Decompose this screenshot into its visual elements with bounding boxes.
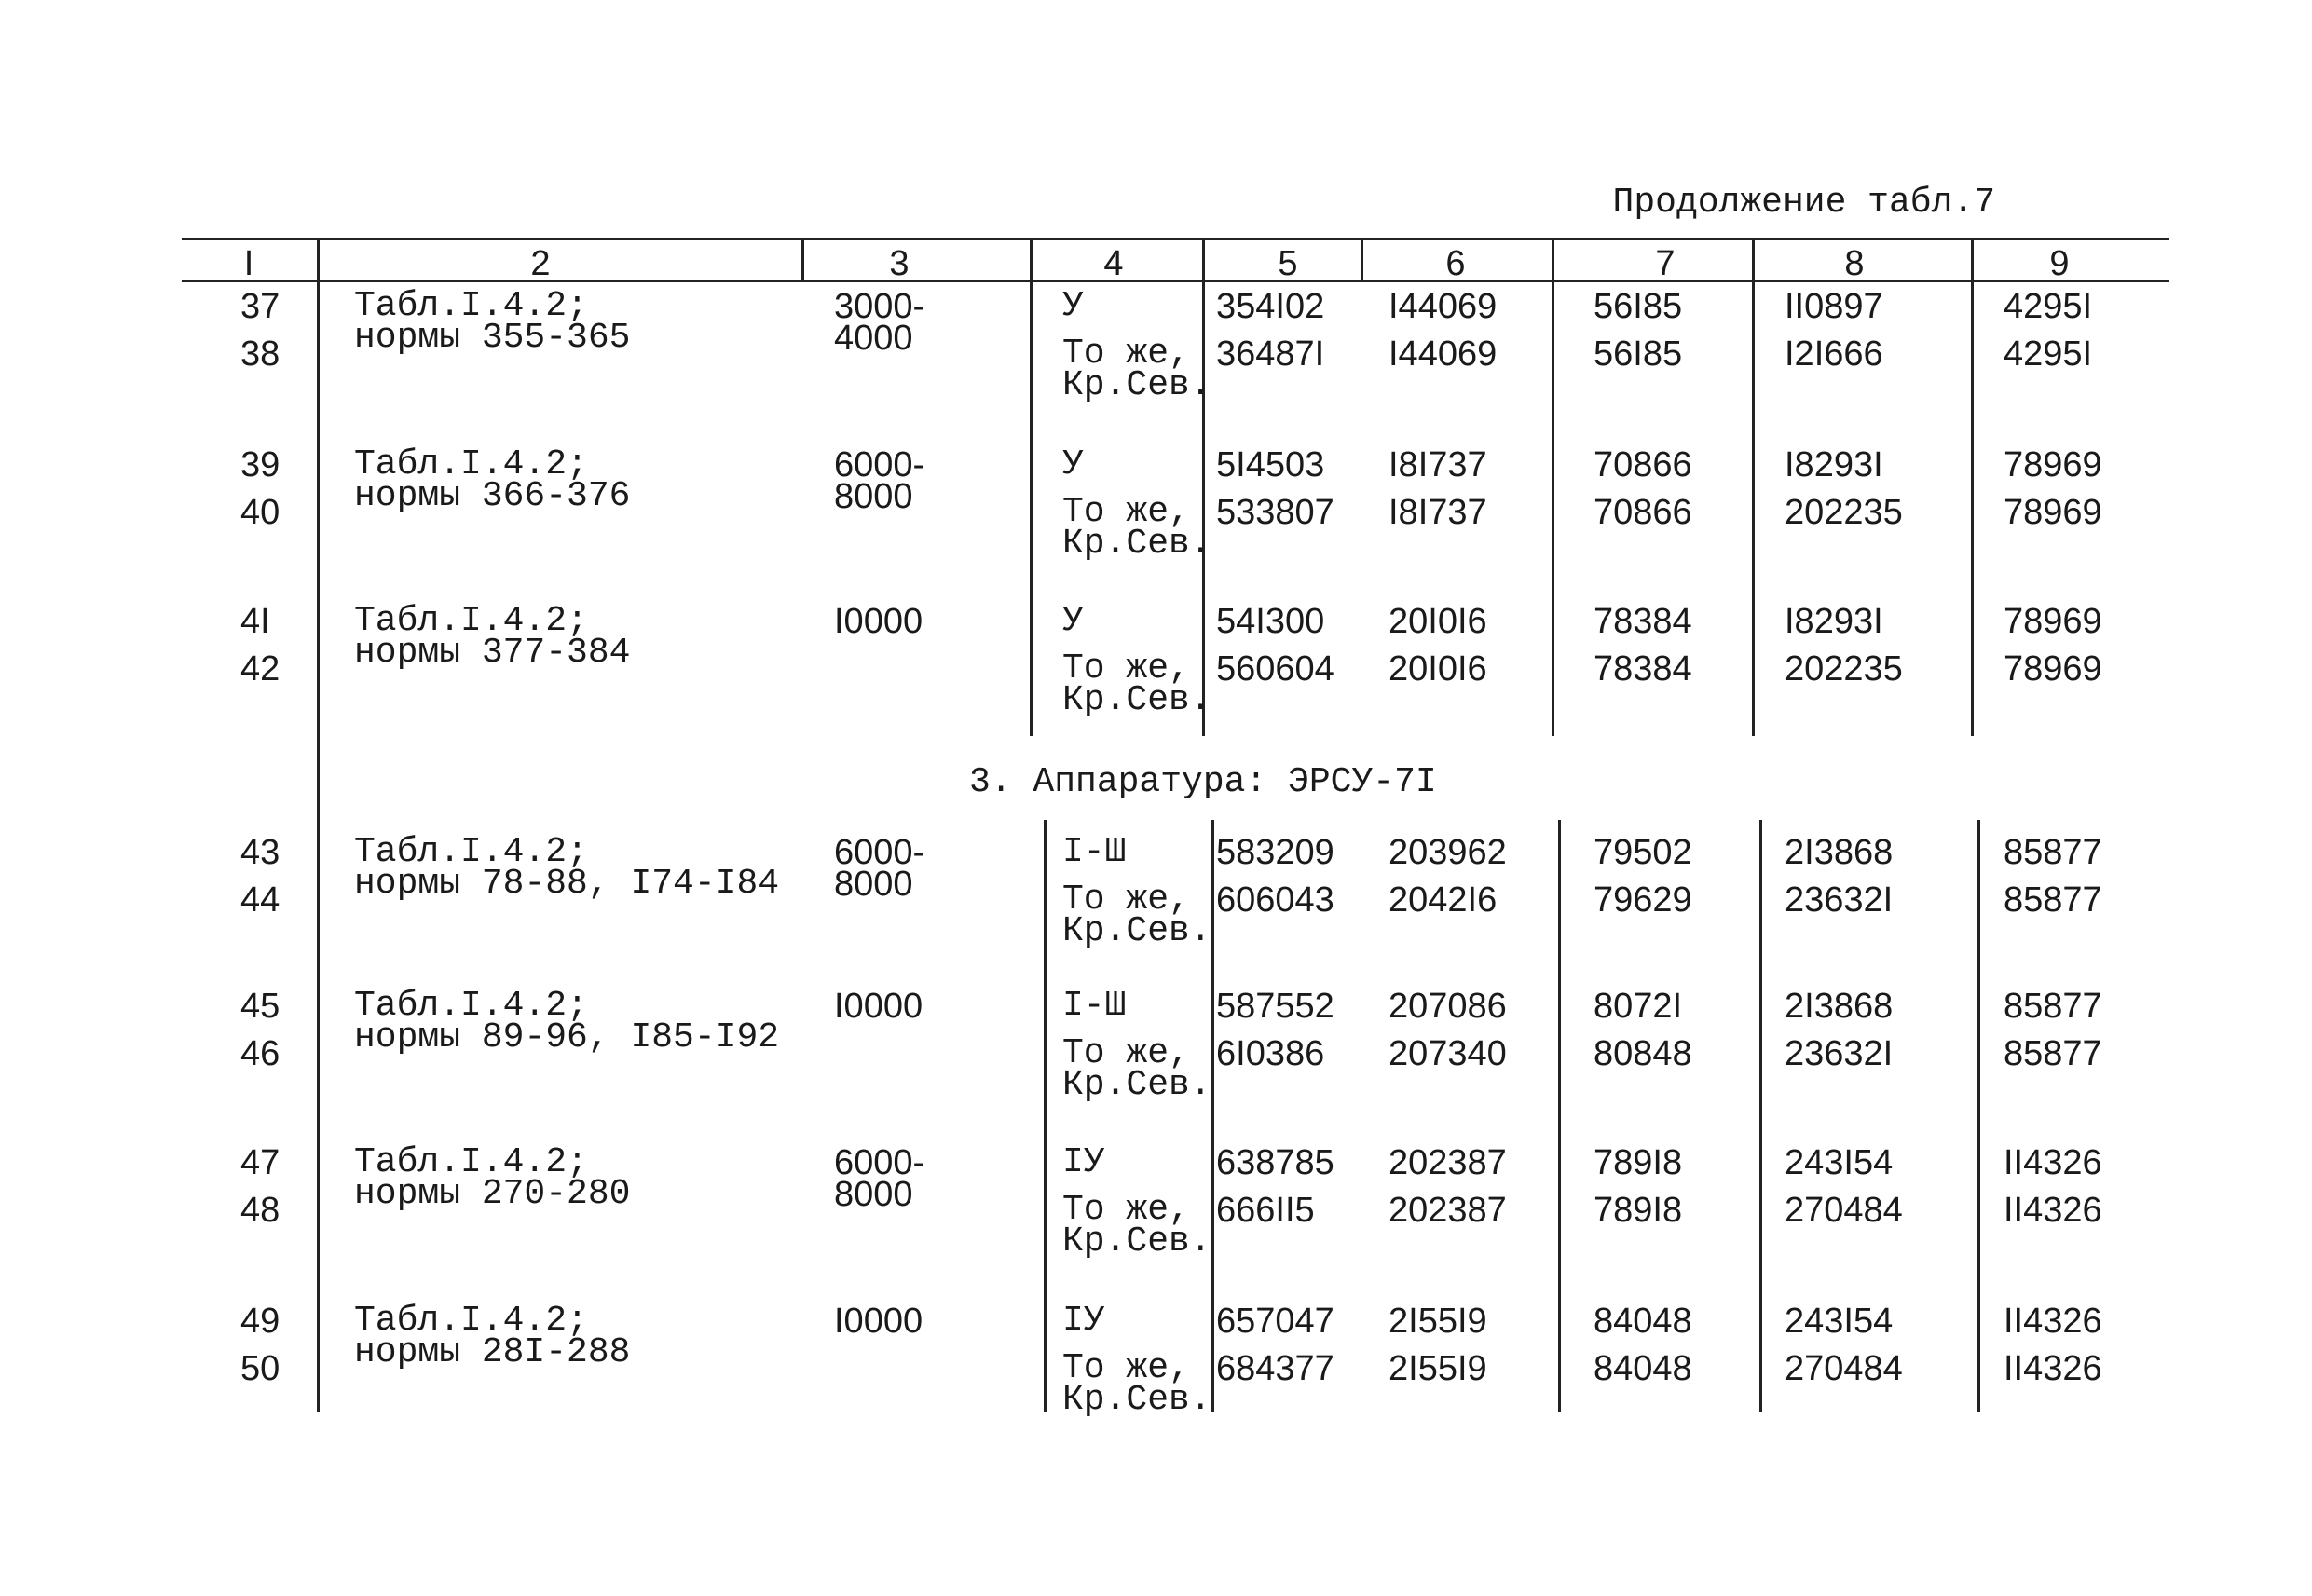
cell-c5: 36487I (1216, 334, 1325, 374)
table-column-divider (1211, 820, 1214, 1412)
section-title: 3. Аппаратура: ЭРСУ-7I (969, 762, 1437, 802)
cell-c4: То же, Кр.Сев. (1062, 648, 1211, 720)
cell-c7: 79629 (1594, 880, 1692, 920)
cell-c5: 638785 (1216, 1143, 1334, 1182)
cell-c6: 20I0I6 (1389, 649, 1487, 689)
cell-c5: 54I300 (1216, 602, 1325, 641)
row-number: 48 (240, 1191, 280, 1230)
cell-c6: I44069 (1389, 287, 1498, 326)
cell-c6: 20I0I6 (1389, 602, 1487, 641)
cell-c6: 2I55I9 (1389, 1302, 1487, 1341)
cell-c8: I8293I (1785, 602, 1883, 641)
column-header-7: 7 (1655, 244, 1676, 283)
cell-c5: 5I4503 (1216, 445, 1325, 484)
cell-c8: 2I3868 (1785, 987, 1894, 1026)
cell-c9: II4326 (2004, 1191, 2102, 1230)
cell-c9: 78969 (2004, 445, 2102, 484)
cell-c8: 202235 (1785, 493, 1903, 532)
cell-range: 3000- 4000 (834, 287, 925, 358)
header-column-divider (1552, 238, 1554, 281)
cell-c6: 203962 (1389, 833, 1507, 872)
cell-c4: У (1062, 444, 1084, 484)
cell-c9: II4326 (2004, 1143, 2102, 1182)
row-number: 38 (240, 334, 280, 374)
cell-c9: 85877 (2004, 880, 2102, 920)
cell-c8: 243I54 (1785, 1302, 1894, 1341)
table-column-divider (1759, 820, 1762, 1412)
header-column-divider (1971, 238, 1974, 281)
cell-c7: 70866 (1594, 445, 1692, 484)
cell-c5: 354I02 (1216, 287, 1325, 326)
header-column-divider (1361, 238, 1363, 281)
cell-c4: У (1062, 601, 1084, 641)
cell-c9: 4295I (2004, 287, 2093, 326)
header-column-divider (1030, 238, 1033, 281)
table-column-divider (1977, 820, 1980, 1412)
cell-c5: 6I0386 (1216, 1034, 1325, 1073)
cell-c5: 583209 (1216, 833, 1334, 872)
row-number: 39 (240, 445, 280, 484)
cell-c9: 85877 (2004, 833, 2102, 872)
cell-c9: II4326 (2004, 1349, 2102, 1388)
cell-c4: То же, Кр.Сев. (1062, 334, 1211, 405)
cell-c5: 606043 (1216, 880, 1334, 920)
table-column-divider (317, 280, 320, 1412)
cell-c7: 70866 (1594, 493, 1692, 532)
cell-description: Табл.I.4.2; нормы 366-376 (354, 444, 631, 516)
table-column-divider (1971, 280, 1974, 736)
header-column-divider (1752, 238, 1755, 281)
cell-c7: 789I8 (1594, 1143, 1683, 1182)
column-header-8: 8 (1844, 244, 1865, 283)
cell-description: Табл.I.4.2; нормы 270-280 (354, 1142, 631, 1214)
cell-c7: 80848 (1594, 1034, 1692, 1073)
cell-c9: 78969 (2004, 493, 2102, 532)
cell-c4: То же, Кр.Сев. (1062, 492, 1211, 564)
cell-description: Табл.I.4.2; нормы 355-365 (354, 286, 631, 358)
table-column-divider (1558, 820, 1561, 1412)
cell-c4: То же, Кр.Сев. (1062, 1033, 1211, 1105)
table-column-divider (1752, 280, 1755, 736)
cell-c4: У (1062, 286, 1084, 326)
cell-c7: 78384 (1594, 649, 1692, 689)
cell-c7: 79502 (1594, 833, 1692, 872)
row-number: 47 (240, 1143, 280, 1182)
row-number: 42 (240, 649, 280, 689)
row-number: 46 (240, 1034, 280, 1073)
cell-c7: 78384 (1594, 602, 1692, 641)
cell-range: I0000 (834, 987, 923, 1026)
cell-c8: 270484 (1785, 1349, 1903, 1388)
cell-c4: I-Ш (1062, 832, 1127, 872)
header-column-divider (1202, 238, 1205, 281)
cell-c7: 84048 (1594, 1349, 1692, 1388)
cell-c6: I8I737 (1389, 493, 1487, 532)
cell-c6: 202387 (1389, 1143, 1507, 1182)
header-column-divider (317, 238, 320, 281)
cell-c6: I8I737 (1389, 445, 1487, 484)
table-column-divider (1044, 820, 1047, 1412)
cell-c9: 85877 (2004, 1034, 2102, 1073)
column-header-6: 6 (1445, 244, 1466, 283)
row-number: 49 (240, 1302, 280, 1341)
cell-range: I0000 (834, 1302, 923, 1341)
cell-c8: I8293I (1785, 445, 1883, 484)
row-number: 45 (240, 987, 280, 1026)
cell-c4: То же, Кр.Сев. (1062, 1190, 1211, 1262)
cell-c7: 56I85 (1594, 334, 1683, 374)
cell-description: Табл.I.4.2; нормы 78-88, I74-I84 (354, 832, 780, 904)
column-header-3: 3 (889, 244, 910, 283)
header-column-divider (801, 238, 804, 281)
cell-c5: 666II5 (1216, 1191, 1315, 1230)
cell-c4: То же, Кр.Сев. (1062, 880, 1211, 951)
cell-c7: 84048 (1594, 1302, 1692, 1341)
cell-c6: I44069 (1389, 334, 1498, 374)
cell-range: 6000- 8000 (834, 1143, 925, 1214)
cell-range: 6000- 8000 (834, 445, 925, 516)
cell-range: 6000- 8000 (834, 833, 925, 904)
cell-c5: 587552 (1216, 987, 1334, 1026)
cell-c5: 684377 (1216, 1349, 1334, 1388)
cell-c8: 2I3868 (1785, 833, 1894, 872)
table-column-divider (1030, 280, 1033, 736)
column-header-5: 5 (1278, 244, 1298, 283)
cell-description: Табл.I.4.2; нормы 377-384 (354, 601, 631, 673)
cell-c4: I-Ш (1062, 986, 1127, 1026)
row-number: 43 (240, 833, 280, 872)
cell-c7: 8072I (1594, 987, 1683, 1026)
cell-c9: 4295I (2004, 334, 2093, 374)
row-number: 50 (240, 1349, 280, 1388)
cell-c9: 78969 (2004, 602, 2102, 641)
column-header-9: 9 (2049, 244, 2070, 283)
cell-c8: 270484 (1785, 1191, 1903, 1230)
cell-c8: 243I54 (1785, 1143, 1894, 1182)
table-caption: Продолжение табл.7 (1612, 183, 1995, 223)
row-number: 37 (240, 287, 280, 326)
cell-c9: 85877 (2004, 987, 2102, 1026)
cell-description: Табл.I.4.2; нормы 89-96, I85-I92 (354, 986, 780, 1057)
row-number: 40 (240, 493, 280, 532)
cell-c7: 56I85 (1594, 287, 1683, 326)
cell-c5: 560604 (1216, 649, 1334, 689)
table-column-divider (1552, 280, 1554, 736)
cell-c8: II0897 (1785, 287, 1883, 326)
cell-c9: II4326 (2004, 1302, 2102, 1341)
cell-c4: IУ (1062, 1142, 1105, 1182)
column-header-4: 4 (1103, 244, 1124, 283)
cell-c5: 533807 (1216, 493, 1334, 532)
cell-c6: 202387 (1389, 1191, 1507, 1230)
column-header-2: 2 (530, 244, 551, 283)
row-number: 44 (240, 880, 280, 920)
cell-c9: 78969 (2004, 649, 2102, 689)
row-number: 4I (240, 602, 270, 641)
cell-c6: 207086 (1389, 987, 1507, 1026)
cell-c8: 202235 (1785, 649, 1903, 689)
header-top-rule (182, 238, 2169, 240)
cell-description: Табл.I.4.2; нормы 28I-288 (354, 1301, 631, 1372)
column-header-1: I (243, 244, 254, 283)
cell-c4: IУ (1062, 1301, 1105, 1341)
cell-c8: I2I666 (1785, 334, 1883, 374)
cell-c8: 23632I (1785, 1034, 1894, 1073)
cell-c4: То же, Кр.Сев. (1062, 1348, 1211, 1420)
cell-c8: 23632I (1785, 880, 1894, 920)
cell-c5: 657047 (1216, 1302, 1334, 1341)
cell-c6: 207340 (1389, 1034, 1507, 1073)
cell-c6: 2042I6 (1389, 880, 1498, 920)
cell-c6: 2I55I9 (1389, 1349, 1487, 1388)
cell-c7: 789I8 (1594, 1191, 1683, 1230)
cell-range: I0000 (834, 602, 923, 641)
